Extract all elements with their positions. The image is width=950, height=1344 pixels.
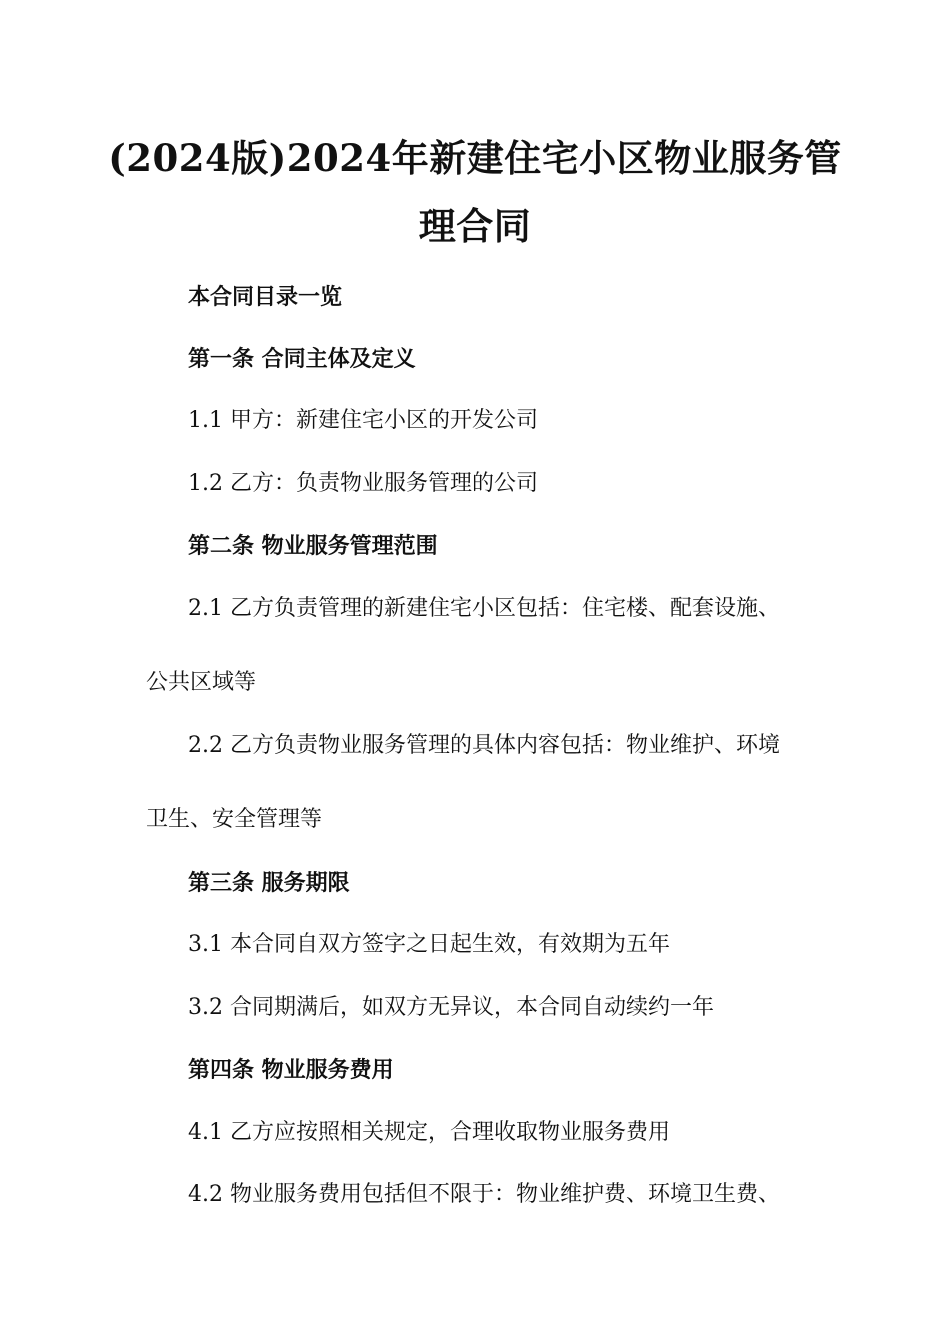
section-heading-2: 第二条 物业服务管理范围 bbox=[188, 533, 438, 559]
section-heading-1: 第一条 合同主体及定义 bbox=[188, 346, 416, 372]
clause-3-2: 3.2 合同期满后，如双方无异议，本合同自动续约一年 bbox=[188, 995, 714, 1020]
section-heading-3: 第三条 服务期限 bbox=[188, 870, 350, 896]
clause-4-2: 4.2 物业服务费用包括但不限于：物业维护费、环境卫生费、 bbox=[188, 1182, 780, 1207]
document-title-line-2: 理合同 bbox=[418, 204, 532, 248]
clause-1-2: 1.2 乙方：负责物业服务管理的公司 bbox=[188, 471, 538, 496]
clause-2-2: 2.2 乙方负责物业服务管理的具体内容包括：物业维护、环境 bbox=[188, 733, 780, 758]
clause-2-2-continued: 卫生、安全管理等 bbox=[146, 807, 323, 832]
clause-4-1: 4.1 乙方应按照相关规定，合理收取物业服务费用 bbox=[188, 1120, 670, 1145]
clause-3-1: 3.1 本合同自双方签字之日起生效，有效期为五年 bbox=[188, 932, 670, 957]
section-heading-4: 第四条 物业服务费用 bbox=[188, 1057, 394, 1083]
toc-heading: 本合同目录一览 bbox=[188, 284, 343, 310]
clause-2-1-continued: 公共区域等 bbox=[146, 670, 257, 695]
clause-1-1: 1.1 甲方：新建住宅小区的开发公司 bbox=[188, 408, 538, 433]
clause-2-1: 2.1 乙方负责管理的新建住宅小区包括：住宅楼、配套设施、 bbox=[188, 596, 780, 621]
document-title-line-1: (2024版)2024年新建住宅小区物业服务管 bbox=[108, 136, 842, 180]
